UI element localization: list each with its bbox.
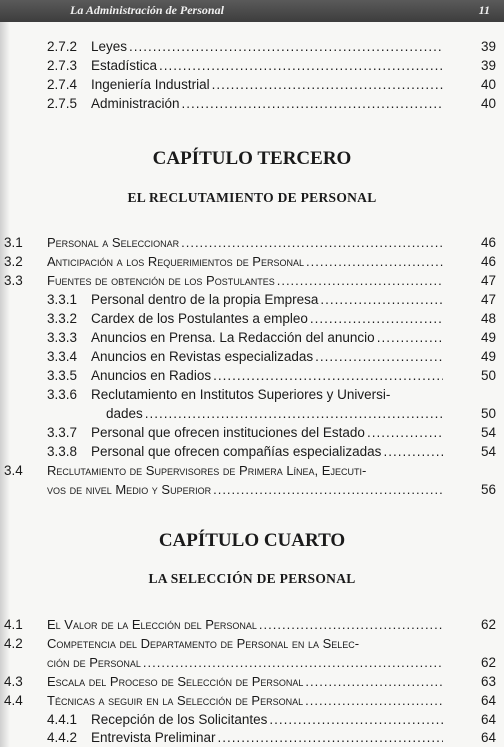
toc-entry-continuation: vos de nivel Medio y Superior ..... 56 bbox=[0, 481, 504, 499]
toc-entry: 2.7.4 Ingeniería Industrial ..... 40 bbox=[0, 76, 504, 94]
toc-entry: 3.3.6 Reclutamiento en Institutos Superiores y Universi- bbox=[47, 387, 391, 402]
toc-entry: 3.3 Fuentes de obtención de los Postulantes ..... 47 bbox=[0, 272, 504, 290]
toc-entry: 4.4 Técnicas a seguir en la Selección de Personal ..... 64 bbox=[0, 692, 504, 710]
toc-entry-continuation: ción de Personal ..... 62 bbox=[0, 654, 504, 672]
chapter-heading: CAPÍTULO TERCERO bbox=[152, 148, 352, 169]
running-header bbox=[0, 0, 504, 22]
chapter-heading: CAPÍTULO CUARTO bbox=[158, 530, 346, 551]
toc-entry: 4.1 El Valor de la Elección del Personal ..... 62 bbox=[0, 616, 504, 634]
toc-entry: 2.7.2 Leyes ..... 39 bbox=[0, 38, 504, 56]
toc-entry: 3.3.8 Personal que ofrecen compañías especializadas ..... 54 bbox=[0, 443, 504, 461]
toc-entry: 3.3.7 Personal que ofrecen instituciones del Estado ..... 54 bbox=[0, 424, 504, 442]
toc-entry: 2.7.3 Estadística ..... 39 bbox=[0, 57, 504, 75]
toc-entry: 3.1 Personal a Seleccionar ..... 46 bbox=[0, 234, 504, 252]
chapter-subheading: EL RECLUTAMIENTO DE PERSONAL bbox=[127, 190, 377, 205]
toc-entry: 2.7.5 Administración ..... 40 bbox=[0, 95, 504, 113]
toc-entry: 4.4.1 Recepción de los Solicitantes ..... 64 bbox=[0, 711, 504, 729]
toc-entry: 4.4.2 Entrevista Preliminar ..... 64 bbox=[0, 729, 504, 747]
toc-entry: 4.3 Escala del Proceso de Selección de Personal ..... 63 bbox=[0, 673, 504, 691]
toc-entry: 4.2 Competencia del Departamento de Personal en la Selec- bbox=[4, 636, 360, 651]
toc-entry-continuation: dades ..... 50 bbox=[0, 405, 504, 423]
chapter-subheading: LA SELECCIÓN DE PERSONAL bbox=[148, 571, 356, 586]
toc-entry: 3.3.1 Personal dentro de la propia Empresa ..... 47 bbox=[0, 291, 504, 309]
header-title: La Administración de Personal bbox=[70, 3, 224, 17]
toc-entry: 3.3.4 Anuncios en Revistas especializadas ..... 49 bbox=[0, 348, 504, 366]
toc-entry: 3.2 Anticipación a los Requerimientos de Personal ..... 46 bbox=[0, 253, 504, 271]
toc-entry: 3.3.2 Cardex de los Postulantes a empleo ..... 48 bbox=[0, 310, 504, 328]
toc-entry: 3.3.5 Anuncios en Radios ..... 50 bbox=[0, 367, 504, 385]
toc-entry: 3.4 Reclutamiento de Supervisores de Primera Línea, Ejecuti- bbox=[4, 463, 367, 478]
toc-entry: 3.3.3 Anuncios en Prensa. La Redacción del anuncio ..... 49 bbox=[0, 329, 504, 347]
header-page-number: 11 bbox=[478, 3, 490, 17]
